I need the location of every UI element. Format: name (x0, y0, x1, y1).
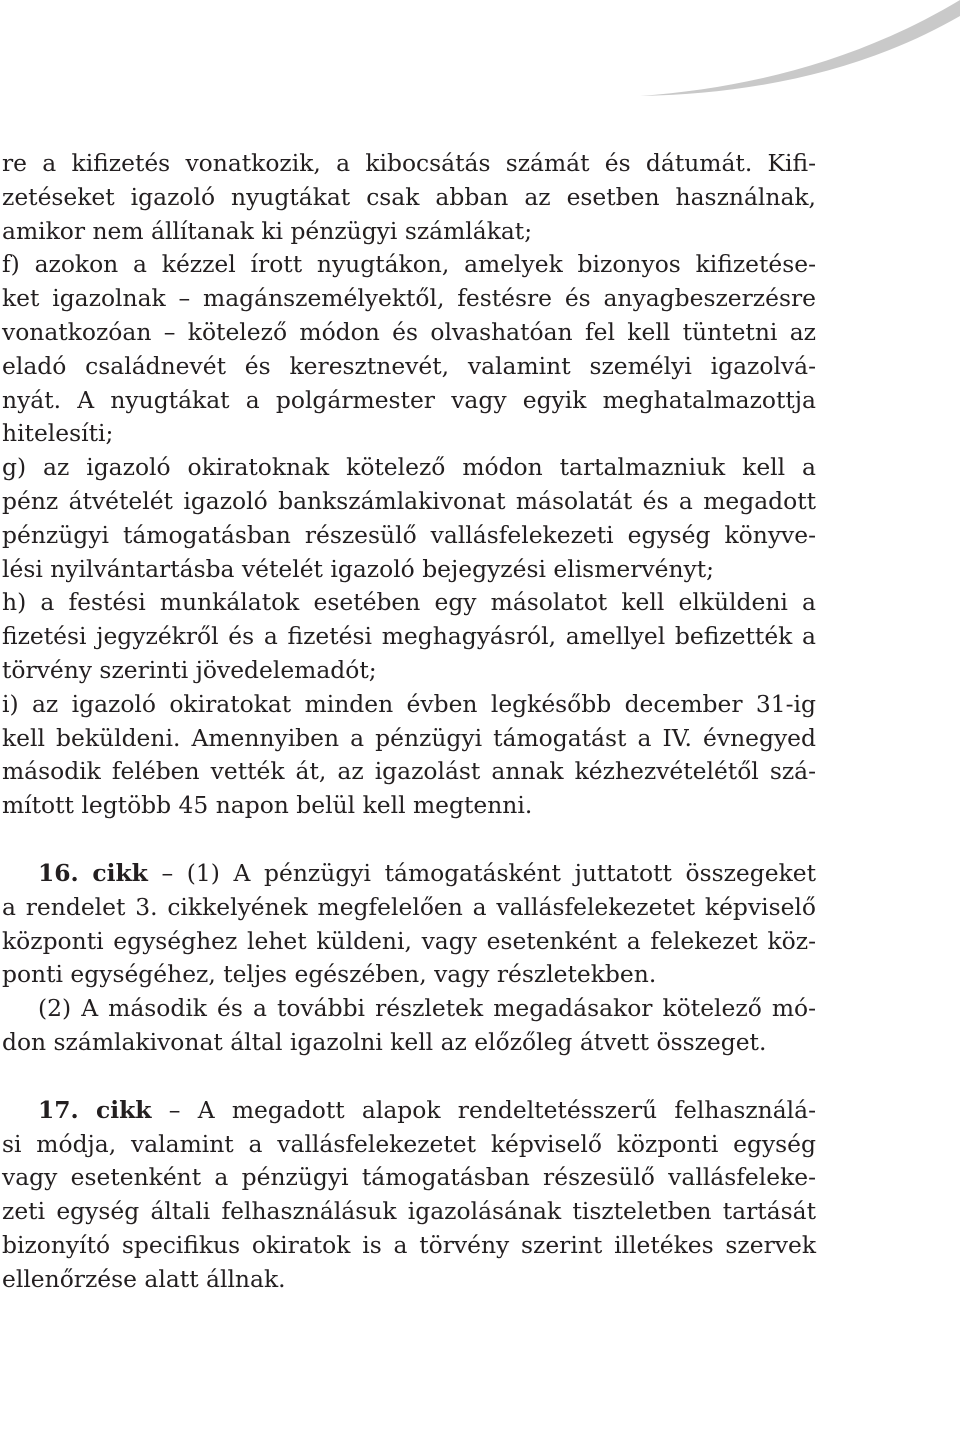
text-line: (2) A második és a további részletek megadásakor kötelező mó- (38, 994, 816, 1023)
text-line: zetéseket igazoló nyugtákat csak abban az esetben használnak, (2, 182, 816, 211)
article-first-line-text: – A megadott alapok rendeltetésszerű felhasználá- (151, 1095, 816, 1124)
article-16 (2, 857, 816, 1060)
section-spacer (2, 823, 816, 857)
article-number: 17. (38, 1095, 79, 1124)
text-line: ponti egységéhez, teljes egészében, vagy részletekben. (2, 960, 657, 989)
text-line: mított legtöbb 45 napon belül kell megtenni. (2, 791, 533, 820)
text-line: pénz átvételét igazoló bankszámlakivonat másolatát és a megadott (2, 486, 816, 515)
article-heading-line (2, 857, 816, 891)
text-line: vonatkozóan – kötelező módon és olvashatóan fel kell tüntetni az (2, 317, 816, 346)
text-line: si módja, valamint a vallásfelekezetet képviselő központi egység (2, 1129, 816, 1158)
text-line: pénzügyi támogatásban részesülő vallásfelekezeti egység könyve- (2, 520, 816, 549)
article-number: 16. (38, 858, 79, 887)
paragraph-items-continued (2, 147, 816, 451)
article-keyword: cikk (95, 1095, 152, 1124)
text-line: vagy esetenként a pénzügyi támogatásban részesülő vallásfeleke- (2, 1163, 816, 1192)
text-line: ellenőrzése alatt állnak. (2, 1264, 286, 1293)
text-line: h) a festési munkálatok esetében egy másolatot kell elküldeni a (2, 588, 816, 617)
text-line: bizonyító specifikus okiratok is a törvény szerint illetékes szervek (2, 1230, 816, 1259)
text-line: kell beküldeni. Amennyiben a pénzügyi támogatást a IV. évnegyed (2, 723, 816, 752)
text-line: amikor nem állítanak ki pénzügyi számlákat; (2, 216, 533, 245)
text-line: i) az igazoló okiratokat minden évben legkésőbb december 31-ig (2, 689, 816, 718)
text-line: ket igazolnak – magánszemélyektől, festésre és anyagbeszerzésre (2, 284, 816, 313)
section-spacer (2, 1060, 816, 1094)
text-line: lési nyilvántartásba vételét igazoló bejegyzési elismervényt; (2, 554, 715, 583)
text-line: zeti egység általi felhasználásuk igazolásának tiszteletben tartását (2, 1197, 816, 1226)
document-page (2, 147, 816, 1297)
text-line: hitelesíti; (2, 419, 114, 448)
text-line: g) az igazoló okiratoknak kötelező módon tartalmazniuk kell a (2, 453, 816, 482)
paragraph-items-g-i (2, 451, 816, 823)
text-line: re a kifizetés vonatkozik, a kibocsátás számát és dátumát. Kifi- (2, 149, 816, 177)
text-line: nyát. A nyugtákat a polgármester vagy egyik meghatalmazottja (2, 385, 816, 414)
text-line: eladó családnevét és keresztnevét, valamint személyi igazolvá- (2, 351, 816, 380)
text-line: a rendelet 3. cikkelyének megfelelően a vallásfelekezetet képviselő (2, 892, 816, 921)
text-line: f) azokon a kézzel írott nyugtákon, amelyek bizonyos kifizetése- (2, 250, 816, 279)
article-first-line-text: – (1) A pénzügyi támogatásként juttatott összegeket (147, 858, 817, 887)
article-heading-line (2, 1094, 816, 1128)
text-line: törvény szerinti jövedelemadót; (2, 655, 377, 684)
article-keyword: cikk (92, 858, 148, 887)
text-line: don számlakivonat által igazolni kell az előzőleg átvett összeget. (2, 1027, 767, 1056)
text-line: központi egységhez lehet küldeni, vagy esetenként a felekezet köz- (2, 926, 816, 955)
text-line: fizetési jegyzékről és a fizetési meghagyásról, amellyel befizették a (2, 622, 816, 651)
article-17 (2, 1094, 816, 1297)
text-line: második felében vették át, az igazolást annak kézhezvételétől szá- (2, 757, 816, 786)
corner-swoosh-decoration (600, 0, 960, 110)
